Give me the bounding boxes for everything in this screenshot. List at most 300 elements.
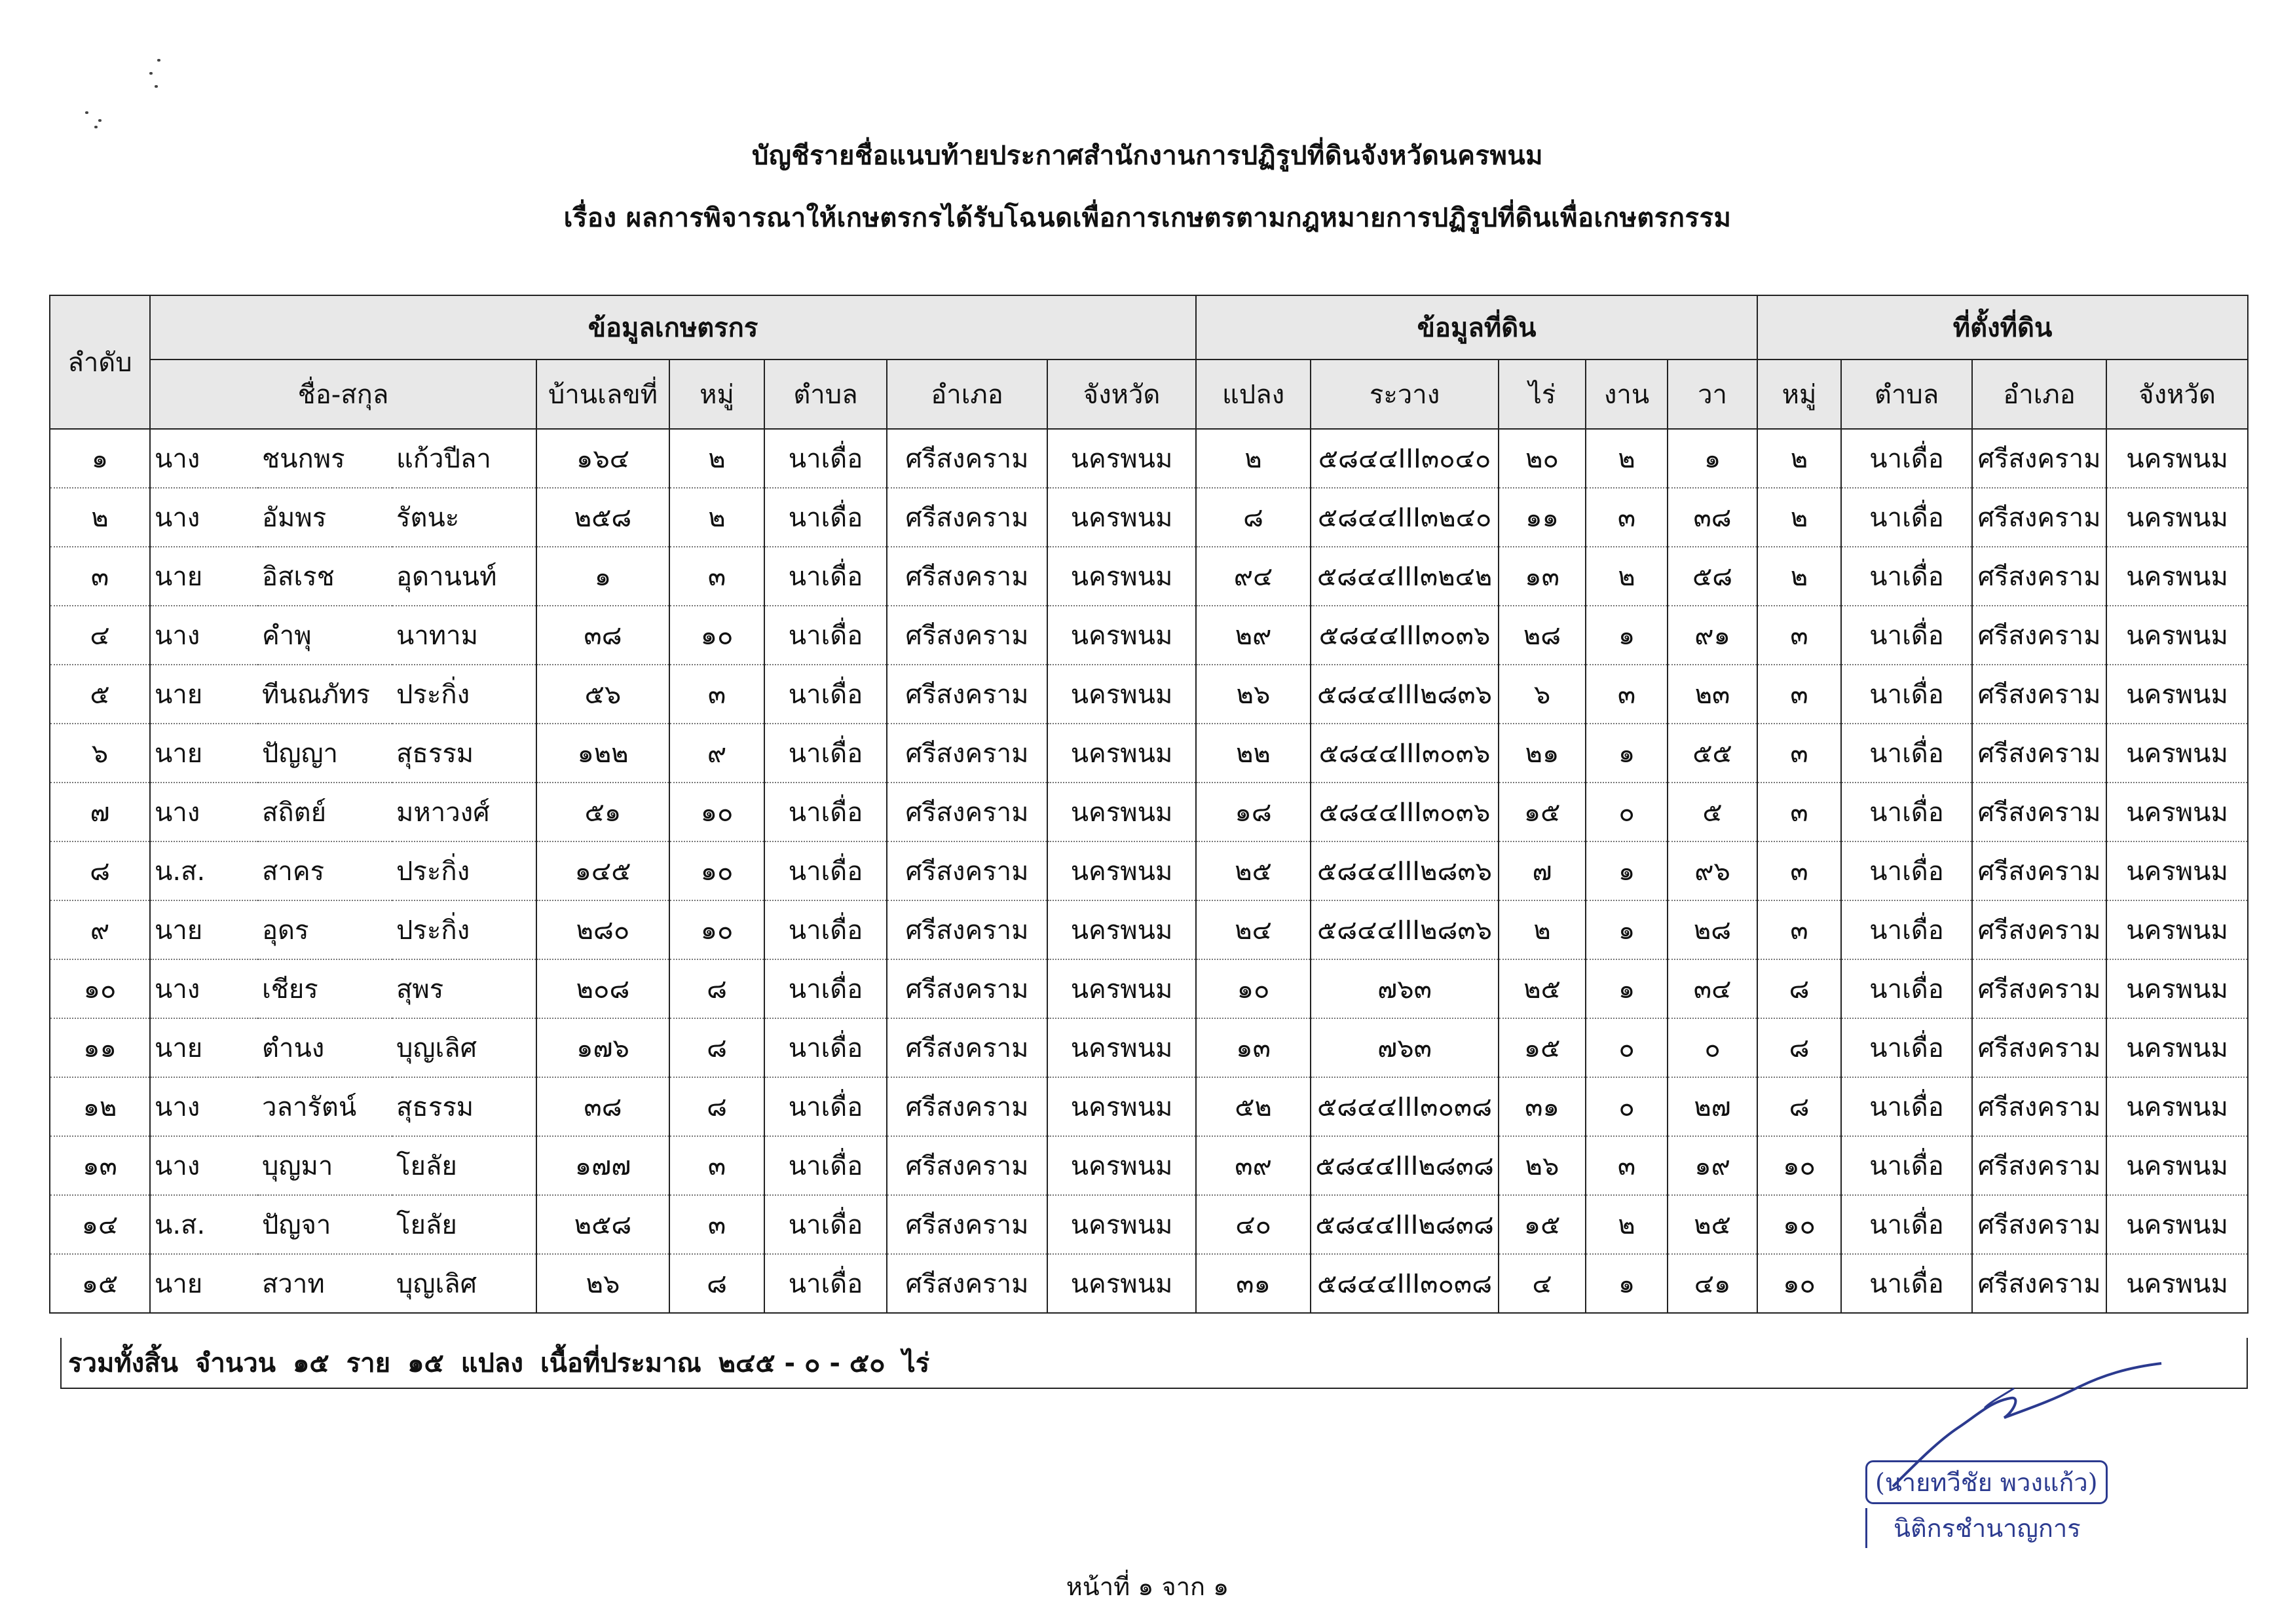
header-farmer-group: ข้อมูลเกษตรกร xyxy=(150,295,1196,360)
cell-first-name: ปัญจา xyxy=(258,1195,392,1254)
cell-rawang: ๕๘๔๔III๓๐๓๖ xyxy=(1311,783,1499,841)
header-house-no: บ้านเลขที่ xyxy=(536,360,669,429)
cell-loc-moo: ๓ xyxy=(1757,783,1841,841)
cell-moo: ๓ xyxy=(669,547,764,606)
cell-last-name: อุดานนท์ xyxy=(392,547,536,606)
cell-rawang: ๕๘๔๔III๓๐๔๐ xyxy=(1311,429,1499,488)
cell-moo: ๓ xyxy=(669,665,764,724)
cell-amphoe: ศรีสงคราม xyxy=(887,665,1047,724)
cell-province: นครพนม xyxy=(1047,1254,1196,1313)
table-row xyxy=(50,1077,2248,1136)
cell-loc-amphoe: ศรีสงคราม xyxy=(1972,724,2106,783)
cell-rawang: ๕๘๔๔III๓๒๔๐ xyxy=(1311,488,1499,547)
cell-loc-tambon: นาเดื่อ xyxy=(1841,783,1972,841)
cell-wa: ๒๘ xyxy=(1668,900,1757,959)
cell-last-name: บุญเลิศ xyxy=(392,1018,536,1077)
cell-amphoe: ศรีสงคราม xyxy=(887,783,1047,841)
cell-title: น.ส. xyxy=(150,1195,258,1254)
cell-plot: ๑๘ xyxy=(1196,783,1311,841)
cell-order: ๑๐ xyxy=(50,959,150,1018)
cell-wa: ๙๖ xyxy=(1668,841,1757,900)
cell-loc-province: นครพนม xyxy=(2106,841,2248,900)
header-moo: หมู่ xyxy=(669,360,764,429)
cell-rawang: ๕๘๔๔III๒๘๓๖ xyxy=(1311,665,1499,724)
cell-last-name: ประกิ่ง xyxy=(392,900,536,959)
cell-moo: ๘ xyxy=(669,959,764,1018)
cell-ngan: ๒ xyxy=(1586,547,1668,606)
cell-first-name: สวาท xyxy=(258,1254,392,1313)
cell-loc-tambon: นาเดื่อ xyxy=(1841,1018,1972,1077)
table-row xyxy=(50,665,2248,724)
cell-first-name: ตำนง xyxy=(258,1018,392,1077)
table-row xyxy=(50,1195,2248,1254)
cell-moo: ๙ xyxy=(669,724,764,783)
header-loc-tambon: ตำบล xyxy=(1841,360,1972,429)
cell-house-no: ๑๗๗ xyxy=(536,1136,669,1195)
cell-plot: ๘ xyxy=(1196,488,1311,547)
cell-ngan: ๓ xyxy=(1586,665,1668,724)
header-location-group: ที่ตั้งที่ดิน xyxy=(1757,295,2248,360)
cell-rai: ๓๑ xyxy=(1499,1077,1586,1136)
cell-tambon: นาเดื่อ xyxy=(764,959,887,1018)
cell-title: นาง xyxy=(150,783,258,841)
cell-order: ๑๔ xyxy=(50,1195,150,1254)
cell-first-name: ปัญญา xyxy=(258,724,392,783)
summary-unit-person: ราย xyxy=(346,1348,391,1378)
farmer-land-table xyxy=(49,295,2248,1314)
cell-loc-amphoe: ศรีสงคราม xyxy=(1972,900,2106,959)
header-tambon: ตำบล xyxy=(764,360,887,429)
header-loc-moo: หมู่ xyxy=(1757,360,1841,429)
cell-province: นครพนม xyxy=(1047,1077,1196,1136)
cell-province: นครพนม xyxy=(1047,724,1196,783)
cell-rai: ๑๓ xyxy=(1499,547,1586,606)
cell-province: นครพนม xyxy=(1047,783,1196,841)
cell-loc-moo: ๓ xyxy=(1757,606,1841,665)
cell-amphoe: ศรีสงคราม xyxy=(887,429,1047,488)
cell-first-name: สาคร xyxy=(258,841,392,900)
cell-loc-moo: ๒ xyxy=(1757,547,1841,606)
cell-rawang: ๕๘๔๔III๒๘๓๘ xyxy=(1311,1136,1499,1195)
table-row xyxy=(50,606,2248,665)
cell-ngan: ๓ xyxy=(1586,488,1668,547)
cell-order: ๑ xyxy=(50,429,150,488)
cell-rawang: ๕๘๔๔III๓๐๓๖ xyxy=(1311,724,1499,783)
cell-loc-province: นครพนม xyxy=(2106,783,2248,841)
cell-wa: ๑ xyxy=(1668,429,1757,488)
cell-rai: ๒๑ xyxy=(1499,724,1586,783)
cell-moo: ๘ xyxy=(669,1077,764,1136)
cell-province: นครพนม xyxy=(1047,488,1196,547)
cell-rai: ๒๐ xyxy=(1499,429,1586,488)
cell-title: นาง xyxy=(150,959,258,1018)
cell-moo: ๓ xyxy=(669,1195,764,1254)
cell-loc-moo: ๘ xyxy=(1757,1018,1841,1077)
cell-order: ๓ xyxy=(50,547,150,606)
cell-moo: ๒ xyxy=(669,429,764,488)
cell-moo: ๓ xyxy=(669,1136,764,1195)
cell-amphoe: ศรีสงคราม xyxy=(887,1136,1047,1195)
cell-title: นาง xyxy=(150,429,258,488)
signature-block xyxy=(1865,1460,2127,1565)
header-loc-province: จังหวัด xyxy=(2106,360,2248,429)
cell-first-name: เชียร xyxy=(258,959,392,1018)
cell-loc-amphoe: ศรีสงคราม xyxy=(1972,1136,2106,1195)
cell-last-name: นาทาม xyxy=(392,606,536,665)
cell-rawang: ๕๘๔๔III๓๐๓๖ xyxy=(1311,606,1499,665)
cell-loc-moo: ๒ xyxy=(1757,488,1841,547)
cell-loc-tambon: นาเดื่อ xyxy=(1841,900,1972,959)
cell-house-no: ๕๑ xyxy=(536,783,669,841)
cell-rawang: ๗๖๓ xyxy=(1311,959,1499,1018)
cell-tambon: นาเดื่อ xyxy=(764,783,887,841)
cell-rawang: ๕๘๔๔III๒๘๓๖ xyxy=(1311,841,1499,900)
cell-tambon: นาเดื่อ xyxy=(764,724,887,783)
table-row xyxy=(50,841,2248,900)
cell-ngan: ๒ xyxy=(1586,1195,1668,1254)
cell-tambon: นาเดื่อ xyxy=(764,429,887,488)
cell-title: นาง xyxy=(150,606,258,665)
cell-amphoe: ศรีสงคราม xyxy=(887,959,1047,1018)
cell-plot: ๕๒ xyxy=(1196,1077,1311,1136)
cell-loc-province: นครพนม xyxy=(2106,724,2248,783)
header-ngan: งาน xyxy=(1586,360,1668,429)
cell-last-name: โยลัย xyxy=(392,1136,536,1195)
cell-loc-moo: ๑๐ xyxy=(1757,1195,1841,1254)
cell-moo: ๑๐ xyxy=(669,606,764,665)
cell-moo: ๑๐ xyxy=(669,783,764,841)
page-number: หน้าที่ ๑ จาก ๑ xyxy=(1066,1572,1229,1601)
cell-tambon: นาเดื่อ xyxy=(764,488,887,547)
cell-tambon: นาเดื่อ xyxy=(764,1018,887,1077)
cell-house-no: ๒๖ xyxy=(536,1254,669,1313)
cell-plot: ๒ xyxy=(1196,429,1311,488)
cell-last-name: แก้วปีลา xyxy=(392,429,536,488)
cell-amphoe: ศรีสงคราม xyxy=(887,1254,1047,1313)
cell-loc-province: นครพนม xyxy=(2106,1254,2248,1313)
cell-province: นครพนม xyxy=(1047,900,1196,959)
header-plot: แปลง xyxy=(1196,360,1311,429)
cell-loc-province: นครพนม xyxy=(2106,488,2248,547)
cell-ngan: ๒ xyxy=(1586,429,1668,488)
cell-rai: ๗ xyxy=(1499,841,1586,900)
cell-title: นาง xyxy=(150,488,258,547)
cell-province: นครพนม xyxy=(1047,1195,1196,1254)
header-name: ชื่อ-สกุล xyxy=(150,360,536,429)
cell-loc-amphoe: ศรีสงคราม xyxy=(1972,665,2106,724)
cell-first-name: อัมพร xyxy=(258,488,392,547)
summary-count-label: จำนวน xyxy=(195,1348,276,1378)
cell-plot: ๑๓ xyxy=(1196,1018,1311,1077)
cell-loc-tambon: นาเดื่อ xyxy=(1841,429,1972,488)
cell-title: นาง xyxy=(150,1077,258,1136)
cell-plot: ๓๙ xyxy=(1196,1136,1311,1195)
cell-house-no: ๓๘ xyxy=(536,1077,669,1136)
document-title: บัญชีรายชื่อแนบท้ายประกาศสำนักงานการปฏิรูปที่ดินจังหวัดนครพนม xyxy=(751,141,1544,171)
cell-plot: ๒๒ xyxy=(1196,724,1311,783)
cell-rai: ๑๕ xyxy=(1499,783,1586,841)
cell-order: ๑๕ xyxy=(50,1254,150,1313)
header-order: ลำดับ xyxy=(50,295,150,429)
cell-plot: ๒๕ xyxy=(1196,841,1311,900)
header-rawang: ระวาง xyxy=(1311,360,1499,429)
cell-loc-moo: ๓ xyxy=(1757,841,1841,900)
cell-first-name: วลารัตน์ xyxy=(258,1077,392,1136)
cell-amphoe: ศรีสงคราม xyxy=(887,606,1047,665)
cell-order: ๘ xyxy=(50,841,150,900)
summary-unit-rai: ไร่ xyxy=(902,1348,930,1378)
cell-amphoe: ศรีสงคราม xyxy=(887,900,1047,959)
cell-rai: ๖ xyxy=(1499,665,1586,724)
cell-moo: ๘ xyxy=(669,1254,764,1313)
cell-wa: ๕ xyxy=(1668,783,1757,841)
cell-tambon: นาเดื่อ xyxy=(764,1136,887,1195)
cell-order: ๙ xyxy=(50,900,150,959)
cell-rawang: ๗๖๓ xyxy=(1311,1018,1499,1077)
cell-wa: ๔๑ xyxy=(1668,1254,1757,1313)
cell-house-no: ๑๒๒ xyxy=(536,724,669,783)
cell-last-name: บุญเลิศ xyxy=(392,1254,536,1313)
cell-rai: ๒ xyxy=(1499,900,1586,959)
cell-tambon: นาเดื่อ xyxy=(764,1254,887,1313)
cell-last-name: มหาวงศ์ xyxy=(392,783,536,841)
table-row xyxy=(50,547,2248,606)
cell-rai: ๒๖ xyxy=(1499,1136,1586,1195)
header-land-group: ข้อมูลที่ดิน xyxy=(1196,295,1757,360)
cell-loc-amphoe: ศรีสงคราม xyxy=(1972,783,2106,841)
cell-order: ๖ xyxy=(50,724,150,783)
cell-tambon: นาเดื่อ xyxy=(764,1195,887,1254)
cell-province: นครพนม xyxy=(1047,429,1196,488)
cell-rai: ๑๕ xyxy=(1499,1018,1586,1077)
cell-wa: ๕๕ xyxy=(1668,724,1757,783)
cell-tambon: นาเดื่อ xyxy=(764,900,887,959)
table-row xyxy=(50,429,2248,488)
cell-last-name: สุธรรม xyxy=(392,724,536,783)
cell-amphoe: ศรีสงคราม xyxy=(887,1195,1047,1254)
cell-loc-province: นครพนม xyxy=(2106,900,2248,959)
cell-moo: ๘ xyxy=(669,1018,764,1077)
table-row xyxy=(50,783,2248,841)
cell-tambon: นาเดื่อ xyxy=(764,841,887,900)
cell-moo: ๒ xyxy=(669,488,764,547)
cell-rai: ๔ xyxy=(1499,1254,1586,1313)
cell-moo: ๑๐ xyxy=(669,841,764,900)
table-row xyxy=(50,900,2248,959)
cell-wa: ๑๙ xyxy=(1668,1136,1757,1195)
cell-province: นครพนม xyxy=(1047,959,1196,1018)
cell-province: นครพนม xyxy=(1047,606,1196,665)
cell-ngan: ๐ xyxy=(1586,783,1668,841)
cell-ngan: ๐ xyxy=(1586,1077,1668,1136)
cell-rawang: ๕๘๔๔III๓๐๓๘ xyxy=(1311,1077,1499,1136)
table-row xyxy=(50,1254,2248,1313)
table-row xyxy=(50,488,2248,547)
cell-loc-tambon: นาเดื่อ xyxy=(1841,724,1972,783)
cell-house-no: ๓๘ xyxy=(536,606,669,665)
cell-loc-province: นครพนม xyxy=(2106,1136,2248,1195)
summary-plots: ๑๕ xyxy=(407,1348,444,1378)
cell-loc-amphoe: ศรีสงคราม xyxy=(1972,488,2106,547)
cell-rai: ๒๘ xyxy=(1499,606,1586,665)
cell-loc-province: นครพนม xyxy=(2106,1077,2248,1136)
cell-rawang: ๕๘๔๔III๓๒๔๒ xyxy=(1311,547,1499,606)
header-loc-amphoe: อำเภอ xyxy=(1972,360,2106,429)
cell-province: นครพนม xyxy=(1047,1136,1196,1195)
cell-title: นาง xyxy=(150,1136,258,1195)
cell-province: นครพนม xyxy=(1047,665,1196,724)
cell-order: ๗ xyxy=(50,783,150,841)
cell-loc-moo: ๓ xyxy=(1757,665,1841,724)
cell-loc-moo: ๒ xyxy=(1757,429,1841,488)
cell-plot: ๔๐ xyxy=(1196,1195,1311,1254)
cell-loc-amphoe: ศรีสงคราม xyxy=(1972,1018,2106,1077)
cell-ngan: ๑ xyxy=(1586,1254,1668,1313)
cell-rawang: ๕๘๔๔III๓๐๓๘ xyxy=(1311,1254,1499,1313)
cell-loc-tambon: นาเดื่อ xyxy=(1841,841,1972,900)
cell-tambon: นาเดื่อ xyxy=(764,665,887,724)
cell-rai: ๑๕ xyxy=(1499,1195,1586,1254)
cell-ngan: ๑ xyxy=(1586,900,1668,959)
table-row xyxy=(50,1018,2248,1077)
cell-house-no: ๒๕๘ xyxy=(536,488,669,547)
cell-loc-province: นครพนม xyxy=(2106,1018,2248,1077)
cell-moo: ๑๐ xyxy=(669,900,764,959)
header-wa: วา xyxy=(1668,360,1757,429)
cell-ngan: ๓ xyxy=(1586,1136,1668,1195)
cell-title: น.ส. xyxy=(150,841,258,900)
cell-title: นาย xyxy=(150,547,258,606)
table-row xyxy=(50,959,2248,1018)
cell-loc-tambon: นาเดื่อ xyxy=(1841,1136,1972,1195)
cell-last-name: รัตนะ xyxy=(392,488,536,547)
cell-loc-amphoe: ศรีสงคราม xyxy=(1972,841,2106,900)
cell-loc-province: นครพนม xyxy=(2106,959,2248,1018)
cell-last-name: สุธรรม xyxy=(392,1077,536,1136)
cell-province: นครพนม xyxy=(1047,547,1196,606)
cell-title: นาย xyxy=(150,1018,258,1077)
cell-province: นครพนม xyxy=(1047,841,1196,900)
cell-house-no: ๑๗๖ xyxy=(536,1018,669,1077)
cell-ngan: ๐ xyxy=(1586,1018,1668,1077)
cell-loc-amphoe: ศรีสงคราม xyxy=(1972,1254,2106,1313)
cell-rai: ๑๑ xyxy=(1499,488,1586,547)
cell-loc-amphoe: ศรีสงคราม xyxy=(1972,1077,2106,1136)
cell-amphoe: ศรีสงคราม xyxy=(887,1077,1047,1136)
cell-house-no: ๒๕๘ xyxy=(536,1195,669,1254)
summary-count: ๑๕ xyxy=(293,1348,329,1378)
cell-order: ๑๒ xyxy=(50,1077,150,1136)
cell-wa: ๓๔ xyxy=(1668,959,1757,1018)
summary-prefix: รวมทั้งสิ้น xyxy=(68,1348,178,1378)
cell-plot: ๒๖ xyxy=(1196,665,1311,724)
cell-last-name: ประกิ่ง xyxy=(392,665,536,724)
cell-loc-tambon: นาเดื่อ xyxy=(1841,665,1972,724)
cell-loc-amphoe: ศรีสงคราม xyxy=(1972,429,2106,488)
summary-unit-plot: แปลง xyxy=(460,1348,523,1378)
cell-rawang: ๕๘๔๔III๒๘๓๘ xyxy=(1311,1195,1499,1254)
cell-loc-province: นครพนม xyxy=(2106,665,2248,724)
cell-loc-moo: ๓ xyxy=(1757,900,1841,959)
cell-wa: ๙๑ xyxy=(1668,606,1757,665)
cell-last-name: โยลัย xyxy=(392,1195,536,1254)
cell-amphoe: ศรีสงคราม xyxy=(887,1018,1047,1077)
header-province: จังหวัด xyxy=(1047,360,1196,429)
cell-ngan: ๑ xyxy=(1586,841,1668,900)
cell-house-no: ๑ xyxy=(536,547,669,606)
cell-amphoe: ศรีสงคราม xyxy=(887,488,1047,547)
cell-loc-province: นครพนม xyxy=(2106,1195,2248,1254)
cell-amphoe: ศรีสงคราม xyxy=(887,841,1047,900)
cell-loc-amphoe: ศรีสงคราม xyxy=(1972,606,2106,665)
cell-loc-amphoe: ศรีสงคราม xyxy=(1972,547,2106,606)
cell-wa: ๐ xyxy=(1668,1018,1757,1077)
cell-loc-province: นครพนม xyxy=(2106,429,2248,488)
cell-first-name: อิสเรช xyxy=(258,547,392,606)
cell-title: นาย xyxy=(150,665,258,724)
cell-first-name: ชนกพร xyxy=(258,429,392,488)
signer-position: นิติกรชำนาญการ xyxy=(1865,1508,2127,1548)
cell-house-no: ๑๔๕ xyxy=(536,841,669,900)
cell-plot: ๑๐ xyxy=(1196,959,1311,1018)
cell-house-no: ๕๖ xyxy=(536,665,669,724)
cell-order: ๒ xyxy=(50,488,150,547)
cell-wa: ๒๗ xyxy=(1668,1077,1757,1136)
cell-loc-tambon: นาเดื่อ xyxy=(1841,1254,1972,1313)
cell-house-no: ๒๘๐ xyxy=(536,900,669,959)
cell-title: นาย xyxy=(150,900,258,959)
cell-last-name: ประกิ่ง xyxy=(392,841,536,900)
cell-loc-tambon: นาเดื่อ xyxy=(1841,488,1972,547)
cell-loc-tambon: นาเดื่อ xyxy=(1841,1195,1972,1254)
scan-specks xyxy=(72,46,177,138)
header-rai: ไร่ xyxy=(1499,360,1586,429)
cell-loc-tambon: นาเดื่อ xyxy=(1841,606,1972,665)
cell-tambon: นาเดื่อ xyxy=(764,1077,887,1136)
cell-title: นาย xyxy=(150,724,258,783)
cell-ngan: ๑ xyxy=(1586,606,1668,665)
cell-wa: ๓๘ xyxy=(1668,488,1757,547)
cell-first-name: อุดร xyxy=(258,900,392,959)
cell-first-name: สถิตย์ xyxy=(258,783,392,841)
cell-loc-moo: ๑๐ xyxy=(1757,1136,1841,1195)
cell-loc-moo: ๑๐ xyxy=(1757,1254,1841,1313)
cell-first-name: ทีนณภัทร xyxy=(258,665,392,724)
cell-amphoe: ศรีสงคราม xyxy=(887,547,1047,606)
cell-loc-amphoe: ศรีสงคราม xyxy=(1972,959,2106,1018)
cell-order: ๔ xyxy=(50,606,150,665)
table-row xyxy=(50,724,2248,783)
cell-loc-tambon: นาเดื่อ xyxy=(1841,959,1972,1018)
cell-plot: ๙๔ xyxy=(1196,547,1311,606)
cell-loc-province: นครพนม xyxy=(2106,547,2248,606)
cell-first-name: คำพุ xyxy=(258,606,392,665)
cell-first-name: บุญมา xyxy=(258,1136,392,1195)
cell-last-name: สุพร xyxy=(392,959,536,1018)
cell-loc-moo: ๓ xyxy=(1757,724,1841,783)
cell-loc-amphoe: ศรีสงคราม xyxy=(1972,1195,2106,1254)
cell-wa: ๒๕ xyxy=(1668,1195,1757,1254)
cell-rai: ๒๕ xyxy=(1499,959,1586,1018)
cell-province: นครพนม xyxy=(1047,1018,1196,1077)
cell-order: ๑๑ xyxy=(50,1018,150,1077)
cell-order: ๕ xyxy=(50,665,150,724)
cell-plot: ๓๑ xyxy=(1196,1254,1311,1313)
cell-tambon: นาเดื่อ xyxy=(764,547,887,606)
header-amphoe: อำเภอ xyxy=(887,360,1047,429)
cell-title: นาย xyxy=(150,1254,258,1313)
cell-plot: ๒๔ xyxy=(1196,900,1311,959)
